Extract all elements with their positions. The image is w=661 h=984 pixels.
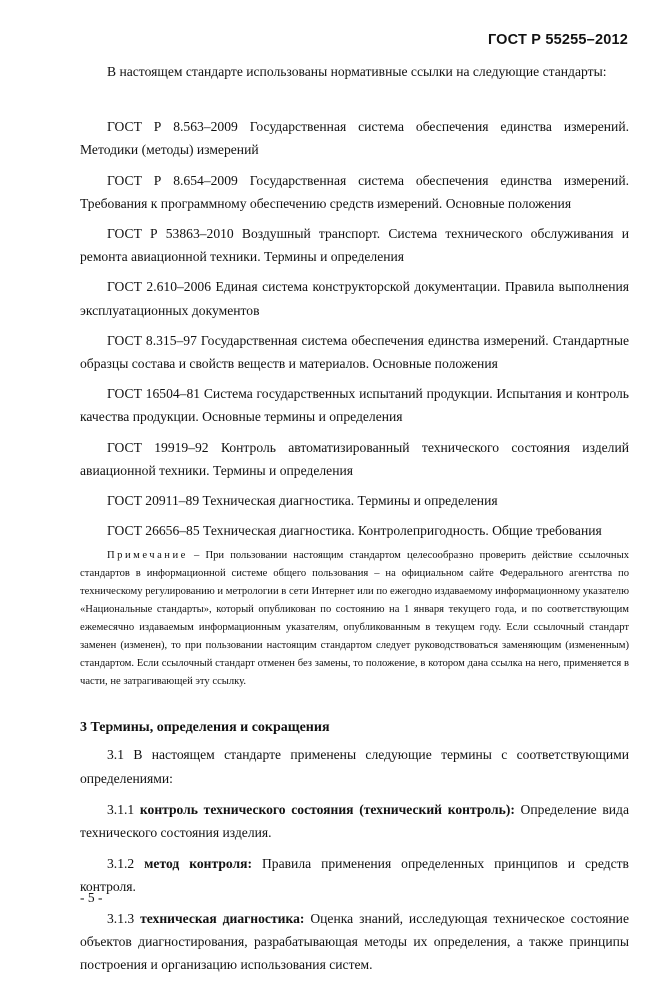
reference-item: ГОСТ Р 8.654–2009 Государственная система обеспечения единства измерений. Требования к программному обеспечению средств измерений. Основные положения	[80, 172, 629, 211]
term-name: техническая диагностика:	[140, 910, 305, 926]
page-number: - 5 -	[80, 890, 103, 905]
term-definition: Оценка знаний, исследующая техническое состояние объектов диагностирования, разрабатывающая методы их определения, а также принципы построения и организацию использования систем.	[80, 910, 629, 973]
term-definition-3-1-3	[80, 907, 629, 977]
note-paragraph	[80, 547, 629, 691]
reference-item: ГОСТ 19919–92 Контроль автоматизированный технического состояния изделий авиационной техники. Термины и определения	[80, 439, 629, 478]
clause-number: 3.1.1	[107, 801, 140, 817]
document-code-header: ГОСТ Р 55255–2012	[487, 32, 628, 48]
page-body	[80, 60, 629, 984]
reference-item: ГОСТ 26656–85 Техническая диагностика. Контролепригодность. Общие требования	[107, 523, 602, 539]
reference-item: ГОСТ 16504–81 Система государственных испытаний продукции. Испытания и контроль качества продукции. Основные термины и определения	[80, 386, 629, 425]
note-text: – При пользовании настоящим стандартом целесообразно проверить действие ссылочных стандартов в информационной системе общего пользования – на официальном сайте Федерального агентства по техническому регулированию и метрологии в сети Интернет или по ежегодно издаваемому информационному указателю «Национальные стандарты», который опубликован по состоянию на 1 января текущего года, и по соответствующим ежемесячно издаваемым информационным указателям, опубликованным в текущем году. Если ссылочный стандарт заменен (изменен), то при пользовании настоящим стандартом следует руководствоваться заменяющим (измененным) стандартом. Если ссылочный стандарт отменен без замены, то положение, в котором дана ссылка на него, применяется в части, не затрагивающей эту ссылку.	[80, 550, 629, 688]
term-definition: Определение вида технического состояния изделия.	[80, 801, 629, 841]
reference-item: ГОСТ 2.610–2006 Единая система конструкторской документации. Правила выполнения эксплуатационных документов	[80, 279, 629, 318]
term-definition-3-1-1	[80, 798, 629, 844]
term-definition-3-1-2	[80, 852, 629, 898]
references-list	[80, 115, 629, 542]
reference-item: ГОСТ 8.315–97 Государственная система обеспечения единства измерений. Стандартные образцы состава и свойств веществ и материалов. Основные положения	[80, 332, 629, 372]
terms-section	[80, 743, 629, 976]
clause-3-1: 3.1 В настоящем стандарте применены следующие термины с соответствующими определениями:	[80, 747, 629, 786]
reference-item: ГОСТ 20911–89 Техническая диагностика. Термины и определения	[107, 493, 498, 509]
clause-number: 3.1.2	[107, 856, 145, 872]
term-name: контроль технического состояния (технический контроль):	[139, 801, 515, 817]
reference-item: ГОСТ Р 8.563–2009 Государственная система обеспечения единства измерений. Методики (методы) измерений	[80, 119, 629, 158]
references-intro: В настоящем стандарте использованы нормативные ссылки на следующие стандарты:	[107, 64, 607, 79]
term-definition: Правила применения определенных принципов и средств контроля.	[80, 856, 629, 895]
clause-number: 3.1.3	[107, 910, 141, 926]
section-3-title: 3 Термины, определения и сокращения	[80, 720, 330, 736]
term-name: метод контроля:	[144, 856, 253, 872]
note-label: Примечание	[107, 550, 188, 562]
reference-item: ГОСТ Р 53863–2010 Воздушный транспорт. Система технического обслуживания и ремонта авиационной техники. Термины и определения	[80, 226, 629, 265]
